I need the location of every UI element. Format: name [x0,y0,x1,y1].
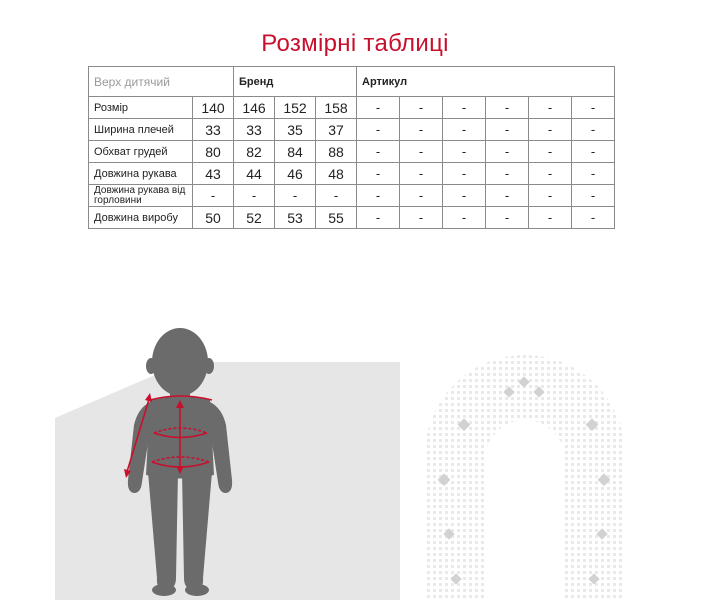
article-value-cell: - [357,119,400,141]
brand-value-cell: 146 [234,97,275,119]
article-value-cell: - [443,163,486,185]
table-row [89,207,615,229]
article-value-cell: - [486,185,529,207]
article-value-cell: - [443,119,486,141]
brand-value-cell: - [275,185,316,207]
brand-value-cell: 48 [316,163,357,185]
article-value-cell: - [400,163,443,185]
brand-value-cell: 82 [234,141,275,163]
table-row [89,185,615,207]
brand-value-cell: 44 [234,163,275,185]
article-value-cell: - [486,141,529,163]
article-value-cell: - [572,141,615,163]
article-value-cell: - [400,185,443,207]
article-value-cell: - [357,97,400,119]
brand-value-cell: 88 [316,141,357,163]
article-value-cell: - [400,119,443,141]
article-value-cell: - [400,207,443,229]
brand-value-cell: 55 [316,207,357,229]
table-row [89,141,615,163]
brand-value-cell: 80 [193,141,234,163]
article-value-cell: - [572,185,615,207]
brand-value-cell: 33 [234,119,275,141]
table-row [89,163,615,185]
article-value-cell: - [357,185,400,207]
table-row [89,97,615,119]
article-value-cell: - [357,207,400,229]
article-value-cell: - [529,119,572,141]
article-value-cell: - [572,207,615,229]
article-value-cell: - [486,97,529,119]
row-label: Розмір [89,97,193,119]
article-value-cell: - [443,207,486,229]
brand-value-cell: 52 [234,207,275,229]
article-value-cell: - [443,141,486,163]
brand-value-cell: 53 [275,207,316,229]
row-label: Ширина плечей [89,119,193,141]
brand-value-cell: 84 [275,141,316,163]
article-value-cell: - [529,97,572,119]
article-value-cell: - [357,141,400,163]
brand-value-cell: - [316,185,357,207]
measurement-illustration [0,300,710,600]
brand-value-cell: - [234,185,275,207]
brand-value-cell: 35 [275,119,316,141]
brand-value-cell: 50 [193,207,234,229]
article-value-cell: - [572,97,615,119]
page-title: Розмірні таблиці [261,30,449,57]
table-header-row [89,67,615,97]
brand-value-cell: 33 [193,119,234,141]
brand-value-cell: - [193,185,234,207]
article-value-cell: - [443,185,486,207]
table-row [89,119,615,141]
row-label: Довжина рукава [89,163,193,185]
brand-value-cell: 158 [316,97,357,119]
garment-type: Верх дитячий [89,67,234,97]
article-value-cell: - [529,185,572,207]
article-value-cell: - [529,207,572,229]
brand-value-cell: 46 [275,163,316,185]
article-value-cell: - [443,97,486,119]
article-value-cell: - [357,163,400,185]
row-label: Довжина виробу [89,207,193,229]
article-value-cell: - [486,119,529,141]
row-label: Довжина рукава від горловини [89,185,193,207]
ornament-arch [420,350,630,600]
row-label: Обхват грудей [89,141,193,163]
brand-header: Бренд [234,67,357,97]
size-table [88,66,615,229]
article-value-cell: - [572,163,615,185]
article-value-cell: - [529,163,572,185]
article-value-cell: - [486,207,529,229]
article-value-cell: - [572,119,615,141]
article-value-cell: - [400,97,443,119]
brand-value-cell: 43 [193,163,234,185]
article-value-cell: - [400,141,443,163]
brand-value-cell: 37 [316,119,357,141]
article-value-cell: - [529,141,572,163]
article-header: Артикул [357,67,615,97]
brand-value-cell: 152 [275,97,316,119]
brand-value-cell: 140 [193,97,234,119]
article-value-cell: - [486,163,529,185]
